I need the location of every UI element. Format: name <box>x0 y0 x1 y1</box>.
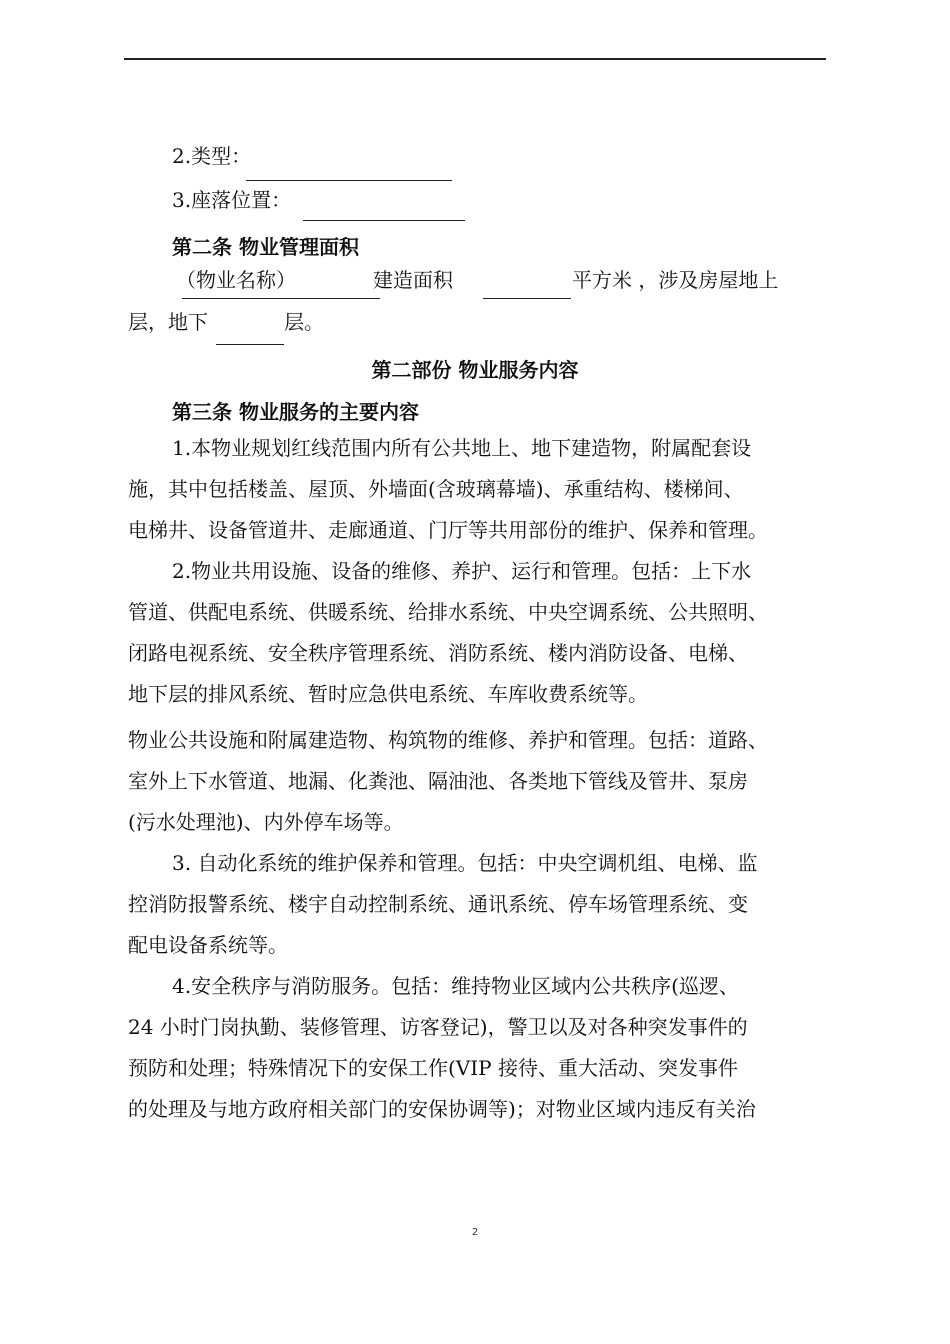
body-line: 管道、供配电系统、供暖系统、给排水系统、中央空调系统、公共照明、 <box>128 600 768 624</box>
body-line: 闭路电视系统、安全秩序管理系统、消防系统、楼内消防设备、电梯、 <box>128 641 748 665</box>
body-line: 2.物业共用设施、设备的维修、养护、运行和管理。包括：上下水 <box>172 559 752 583</box>
page-number: 2 <box>471 1227 479 1238</box>
body-line: 施，其中包括楼盖、屋顶、外墙面(含玻璃幕墙)、承重结构、楼梯间、 <box>128 477 744 501</box>
body-line: 控消防报警系统、楼宇自动控制系统、通讯系统、停车场管理系统、变 <box>128 892 748 916</box>
body-line: 的处理及与地方政府相关部门的安保协调等)；对物业区域内违反有关治 <box>128 1097 756 1121</box>
floors-suffix: 层。 <box>284 310 324 334</box>
sqm-label: 平方米 ，涉及房屋地上 <box>572 268 779 292</box>
location-field <box>172 186 291 214</box>
body-line: 4.安全秩序与消防服务。包括：维持物业区域内公共秩序(巡逻、 <box>172 974 739 998</box>
type-label: 2.类型： <box>172 144 252 168</box>
body-line: 配电设备系统等。 <box>128 933 288 957</box>
location-label: 3.座落位置： <box>172 188 292 212</box>
type-blank[interactable] <box>246 156 452 181</box>
article2-heading: 第二条 物业管理面积 <box>172 235 359 259</box>
property-name-blank[interactable] <box>182 274 380 299</box>
property-name-label: （物业名称） <box>176 268 296 292</box>
build-area-label: 建造面积 <box>373 268 453 292</box>
body-line: 3. 自动化系统的维护保养和管理。包括：中央空调机组、电梯、监 <box>172 851 758 875</box>
body-line: 1.本物业规划红线范围内所有公共地上、地下建造物，附属配套设 <box>172 436 752 460</box>
build-area-blank[interactable] <box>483 274 571 299</box>
body-line: (污水处理池)、内外停车场等。 <box>128 810 404 834</box>
body-line: 物业公共设施和附属建造物、构筑物的维修、养护和管理。包括：道路、 <box>128 728 768 752</box>
header-rule <box>124 58 826 60</box>
body-line: 电梯井、设备管道井、走廊通道、门厅等共用部份的维护、保养和管理。 <box>128 518 768 542</box>
type-field <box>172 142 251 170</box>
body-line: 24 小时门岗执勤、装修管理、访客登记)，警卫以及对各种突发事件的 <box>128 1015 748 1039</box>
underground-floors-blank[interactable] <box>216 320 284 345</box>
part2-title: 第二部份 物业服务内容 <box>371 358 579 382</box>
body-line: 室外上下水管道、地漏、化粪池、隔油池、各类地下管线及管井、泵房 <box>128 769 748 793</box>
location-blank[interactable] <box>303 196 465 221</box>
body-line: 地下层的排风系统、暂时应急供电系统、车库收费系统等。 <box>128 682 648 706</box>
article3-heading: 第三条 物业服务的主要内容 <box>172 400 419 424</box>
floors-prefix: 层，地下 <box>128 310 208 334</box>
body-line: 预防和处理；特殊情况下的安保工作(VIP 接待、重大活动、突发事件 <box>128 1056 738 1080</box>
